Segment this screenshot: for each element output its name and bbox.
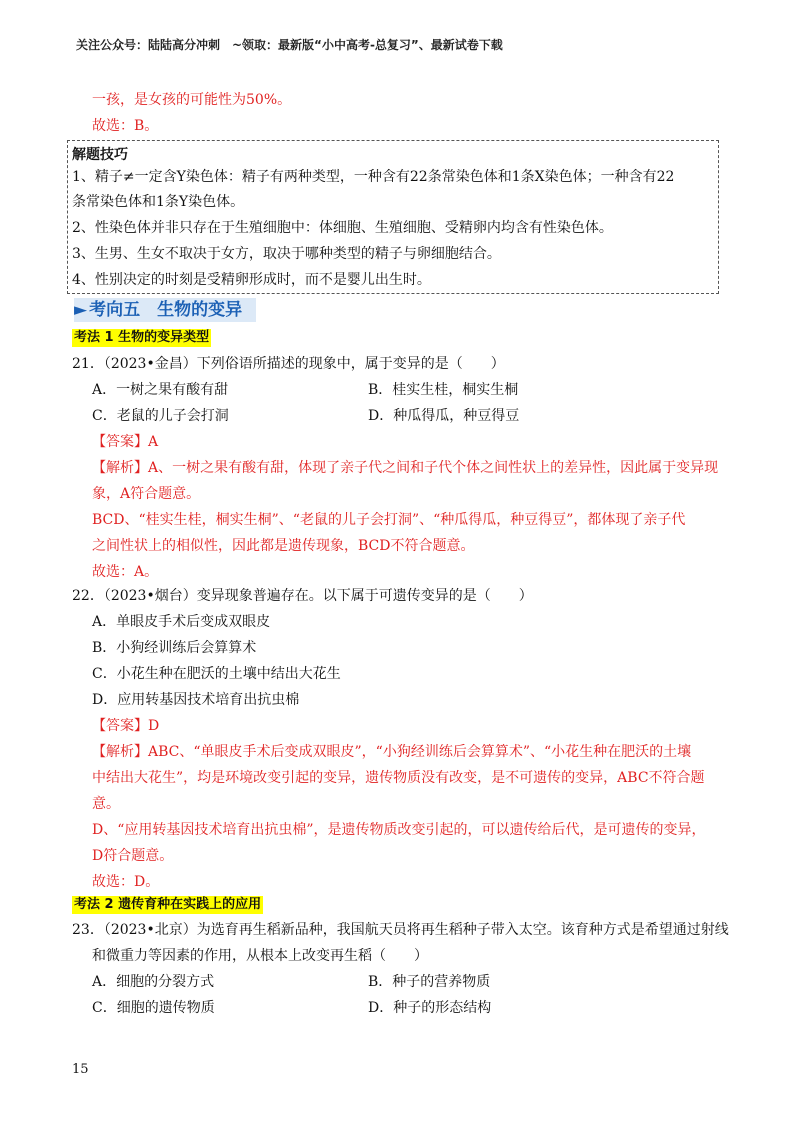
page-header: 关注公众号：陆陆高分冲刺 ~领取：最新版“小中高考-总复习”、最新试卷下载: [76, 38, 503, 52]
q21-stem: 21．（2023•金昌）下列俗语所描述的现象中，属于变异的是（ ）: [72, 356, 505, 372]
q21-option-b: B．桂实生桂，桐实生桐: [368, 382, 519, 398]
q21-answer: 【答案】A: [92, 434, 159, 450]
q22-explanation-2: 中结出大花生”，均是环境改变引起的变异，遗传物质没有改变，是不可遗传的变异，ABC不符合题: [92, 770, 705, 786]
kaofa-2-label: 考法 2 遗传育种在实践上的应用: [74, 897, 262, 912]
tip-line-4: 3、生男、生女不取决于女方，取决于哪种类型的精子与卵细胞结合。: [72, 246, 501, 262]
section-title: 考向五 生物的变异: [89, 300, 243, 320]
tips-title: 解题技巧: [72, 147, 128, 163]
q22-explanation-4: D、“应用转基因技术培育出抗虫棉”，是遗传物质改变引起的，可以遗传给后代，是可遗传的变异，: [92, 822, 706, 838]
q21-option-a: A．一树之果有酸有甜: [92, 382, 229, 398]
q23-option-c: C．细胞的遗传物质: [92, 1000, 215, 1016]
q23-option-a: A．细胞的分裂方式: [92, 974, 215, 990]
q22-option-c: C．小花生种在肥沃的土壤中结出大花生: [92, 666, 341, 682]
q21-explanation-2: 象，A符合题意。: [92, 486, 201, 502]
q21-explanation-3: BCD、“桂实生桂，桐实生桐”、“老鼠的儿子会打洞”、“种瓜得瓜，种豆得豆”，都体现了亲子代: [92, 512, 686, 528]
page-number: 15: [72, 1062, 89, 1077]
q23-option-d: D．种子的形态结构: [368, 1000, 492, 1016]
kaofa-1-label: 考法 1 生物的变异类型: [74, 330, 210, 345]
section-heading: [74, 298, 256, 322]
q22-option-b: B．小狗经训练后会算算术: [92, 640, 257, 656]
q21-option-c: C．老鼠的儿子会打洞: [92, 408, 229, 424]
q22-explanation-1: 【解析】ABC、“单眼皮手术后变成双眼皮”，“小狗经训练后会算算术”、“小花生种在肥沃的土壤: [92, 744, 692, 760]
q22-option-a: A．单眼皮手术后变成双眼皮: [92, 614, 271, 630]
tip-line-2: 条常染色体和1条Y染色体。: [72, 194, 245, 210]
tip-line-1: 1、精子≠一定含Y染色体：精子有两种类型，一种含有22条常染色体和1条X染色体；一种含有22: [72, 169, 675, 185]
q22-choose: 故选：D。: [92, 874, 160, 890]
prev-choose-line: 故选：B。: [92, 118, 159, 134]
q22-answer: 【答案】D: [92, 718, 160, 734]
q23-stem-2: 和微重力等因素的作用，从根本上改变再生稻（ ）: [92, 948, 428, 964]
q21-option-d: D．种瓜得瓜，种豆得豆: [368, 408, 520, 424]
triangle-arrow-icon: ►: [74, 300, 88, 320]
prev-answer-line: 一孩，是女孩的可能性为50%。: [92, 92, 292, 108]
q21-explanation-1: 【解析】A、一树之果有酸有甜，体现了亲子代之间和子代个体之间性状上的差异性，因此属于变异现: [92, 460, 719, 476]
tip-line-3: 2、性染色体并非只存在于生殖细胞中：体细胞、生殖细胞、受精卵内均含有性染色体。: [72, 220, 613, 236]
tip-line-5: 4、性别决定的时刻是受精卵形成时，而不是婴儿出生时。: [72, 272, 431, 288]
q21-choose: 故选：A。: [92, 564, 159, 580]
q22-option-d: D．应用转基因技术培育出抗虫棉: [92, 692, 300, 708]
q22-stem: 22．（2023•烟台）变异现象普遍存在。以下属于可遗传变异的是（ ）: [72, 588, 533, 604]
q21-explanation-4: 之间性状上的相似性，因此都是遗传现象，BCD不符合题意。: [92, 538, 475, 554]
q22-explanation-5: D符合题意。: [92, 848, 174, 864]
q22-explanation-3: 意。: [92, 796, 120, 812]
q23-stem-1: 23．（2023•北京）为选育再生稻新品种，我国航天员将再生稻种子带入太空。该育种方式是希望通过射线: [72, 922, 729, 938]
q23-option-b: B．种子的营养物质: [368, 974, 491, 990]
